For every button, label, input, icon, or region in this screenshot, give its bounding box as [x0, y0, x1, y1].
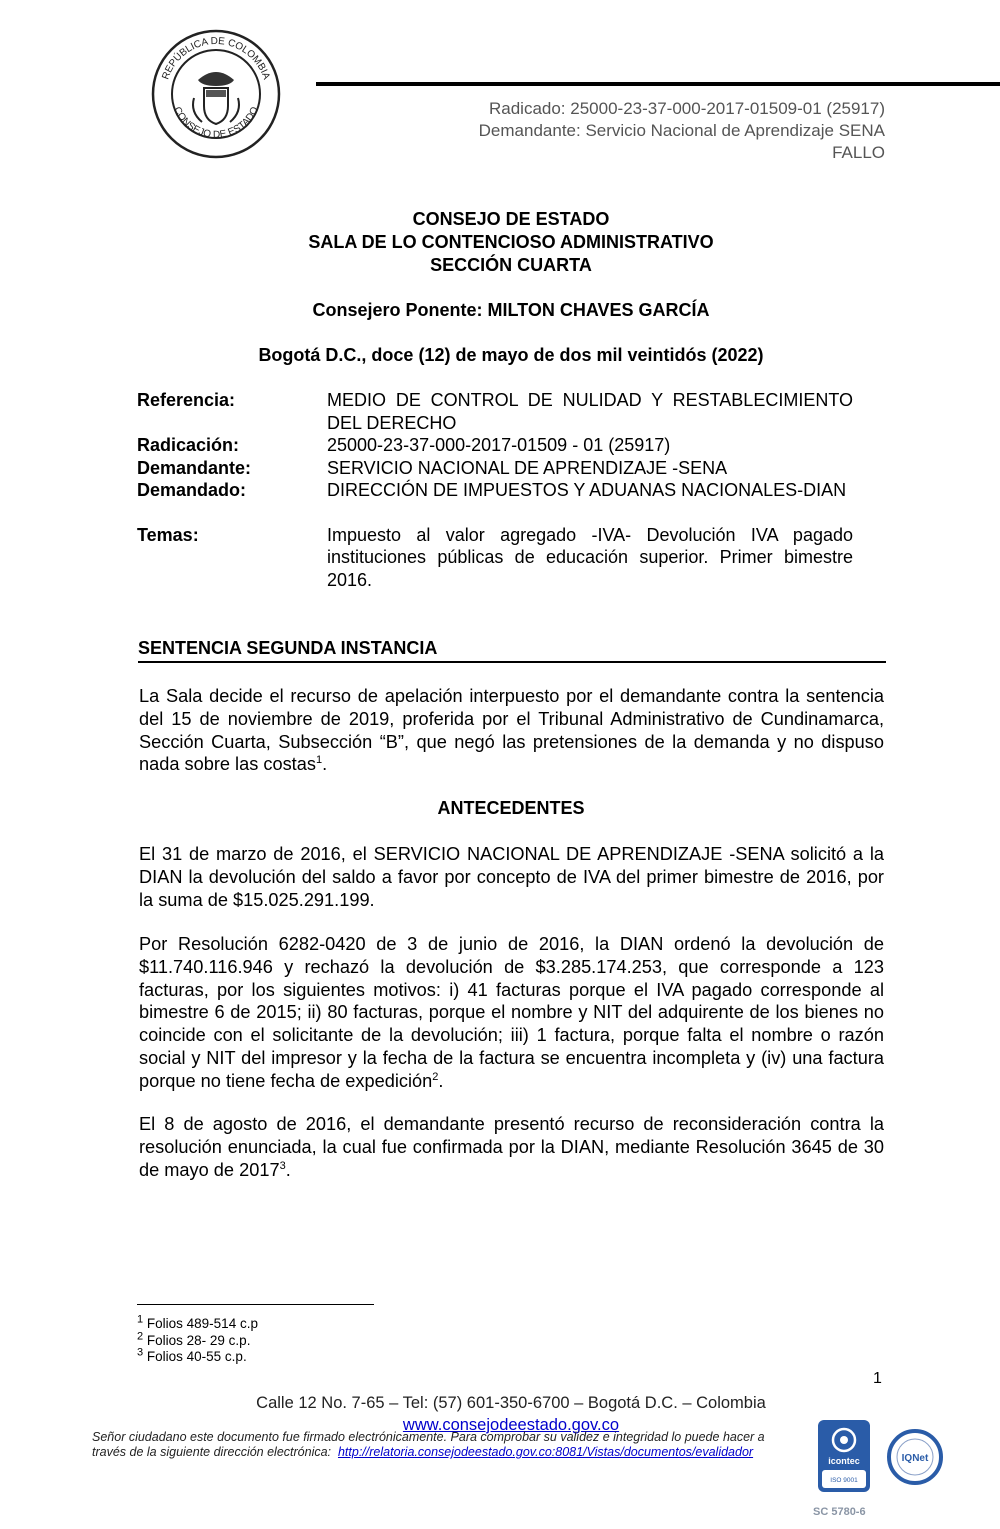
- paragraph-3: El 8 de agosto de 2016, el demandante presentó recurso de reconsideración contra la resolución enunciada, la cual fue confirmada por la DIAN, mediante Resolución 3645 de 30 de mayo de 2017$^3$.: [139, 1114, 884, 1180]
- iqnet-certification-logo: [887, 1429, 943, 1485]
- footnote-ref-1: 1: [315, 754, 323, 767]
- consejero-ponente: Consejero Ponente: MILTON CHAVES GARCÍA: [312, 300, 710, 320]
- footnote-1: $^1$ Folios 489-514 c.p: [137, 1313, 258, 1331]
- website-link[interactable]: www.consejodeestado.gov.co: [402, 1416, 620, 1434]
- certificate-code: SC 5780-6: [813, 1506, 866, 1518]
- signature-notice: Señor ciudadano este documento fue firmado electrónicamente. Para comprobar su validez e integridad lo puede hacer a través de la siguiente dirección electrónica: http://relatoria.consejodeestado.gov.co:8081/Vistas/documentos/evalidador: [92, 1430, 765, 1459]
- footnote-ref-3: 3: [279, 1159, 286, 1172]
- footnote-ref-2: 2: [432, 1070, 439, 1083]
- court-heading: [0, 208, 1000, 277]
- footer-address: Calle 12 No. 7-65 – Tel: (57) 601-350-6700 – Bogotá D.C. – Colombia: [256, 1394, 766, 1412]
- radicacion-row: [137, 434, 853, 457]
- consejo-de-estado-seal: [150, 28, 282, 160]
- icontec-certification-logo: [818, 1420, 870, 1492]
- svg-text:ISO 9001: ISO 9001: [830, 1477, 858, 1484]
- header-fallo: FALLO: [832, 143, 885, 162]
- footnote-separator: [137, 1304, 374, 1305]
- intro-paragraph: La Sala decide el recurso de apelación interpuesto por el demandante contra la sentencia del 15 de noviembre de 2019, proferida por el Tribunal Administrativo de Cundinamarca, Sección Cuarta, Subsección “B”, que negó las pretensiones de la demanda y no dispuso nada sobre las costas$^1$.: [139, 686, 884, 775]
- document-date: Bogotá D.C., doce (12) de mayo de dos mil veintidós (2022): [258, 345, 764, 365]
- reference-row: [137, 389, 853, 434]
- sentencia-title: SENTENCIA SEGUNDA INSTANCIA: [138, 637, 886, 663]
- antecedentes-heading: ANTECEDENTES: [437, 798, 585, 818]
- demandante-label: Demandante:: [137, 457, 252, 478]
- svg-text:icontec: icontec: [828, 1456, 860, 1466]
- header-radicado: Radicado: 25000-23-37-000-2017-01509-01 (25917): [488, 99, 885, 118]
- demandante-row: [137, 457, 853, 480]
- svg-text:REPÚBLICA DE COLOMBIA: REPÚBLICA DE COLOMBIA: [160, 35, 272, 82]
- document-header: [479, 98, 885, 164]
- paragraph-1: El 31 de marzo de 2016, el SERVICIO NACIONAL DE APRENDIZAJE -SENA solicitó a la DIAN la devolución del saldo a favor por concepto de IVA del primer bimestre de 2016, por la suma de $15.025.291.199.: [139, 844, 884, 910]
- svg-text:CONSEJO DE ESTADO: CONSEJO DE ESTADO: [171, 105, 261, 141]
- demandado-row: [137, 479, 853, 502]
- paragraph-2: Por Resolución 6282-0420 de 3 de junio de 2016, la DIAN ordenó la devolución de $11.740.116.946 y rechazó la devolución de $3.285.174.253, que corresponde a 123 facturas, por los siguientes motivos: i) 41 facturas porque el IVA pagado corresponde al bimestre 6 de 2015; ii) 80 facturas, porque el nombre y NIT del adquirente de los bienes no coincide con el solicitante de la devolución; iii) 1 factura, porque falta el nombre o razón social y NIT del impresor y la fecha de la factura se encuentra incompleta y (iv) una factura porque no tiene fecha de expedición$^2$.: [139, 934, 884, 1091]
- temas-label: Temas:: [137, 524, 199, 545]
- referencia-value: MEDIO DE CONTROL DE NULIDAD Y RESTABLECIMIENTO DEL DERECHO: [327, 390, 853, 433]
- court-sala: SALA DE LO CONTENCIOSO ADMINISTRATIVO: [308, 232, 714, 252]
- demandado-value: DIRECCIÓN DE IMPUESTOS Y ADUANAS NACIONALES-DIAN: [327, 480, 847, 500]
- radicacion-value: 25000-23-37-000-2017-01509 - 01 (25917): [327, 435, 671, 455]
- header-rule: [316, 82, 1000, 86]
- court-name: CONSEJO DE ESTADO: [412, 209, 610, 229]
- temas-row: [137, 524, 853, 592]
- header-demandante: Demandante: Servicio Nacional de Aprendizaje SENA: [478, 121, 885, 140]
- court-seccion: SECCIÓN CUARTA: [430, 255, 592, 275]
- footnote-2: $^2$ Folios 28- 29 c.p.: [137, 1330, 251, 1348]
- validation-link[interactable]: http://relatoria.consejodeestado.gov.co:8081/Vistas/documentos/evalidador: [337, 1445, 754, 1459]
- svg-text:IQNet: IQNet: [901, 1453, 929, 1464]
- referencia-label: Referencia:: [137, 390, 236, 410]
- footnote-3: $^3$ Folios 40-55 c.p.: [137, 1346, 247, 1364]
- page-number: 1: [873, 1370, 882, 1387]
- radicacion-label: Radicación:: [137, 435, 240, 455]
- footnotes: [137, 1313, 258, 1366]
- temas-value: Impuesto al valor agregado -IVA- Devolución IVA pagado instituciones públicas de educación superior. Primer bimestre 2016.: [327, 524, 853, 590]
- reference-block: [137, 389, 853, 591]
- demandante-value: SERVICIO NACIONAL DE APRENDIZAJE -SENA: [327, 457, 728, 478]
- demandado-label: Demandado:: [137, 480, 247, 500]
